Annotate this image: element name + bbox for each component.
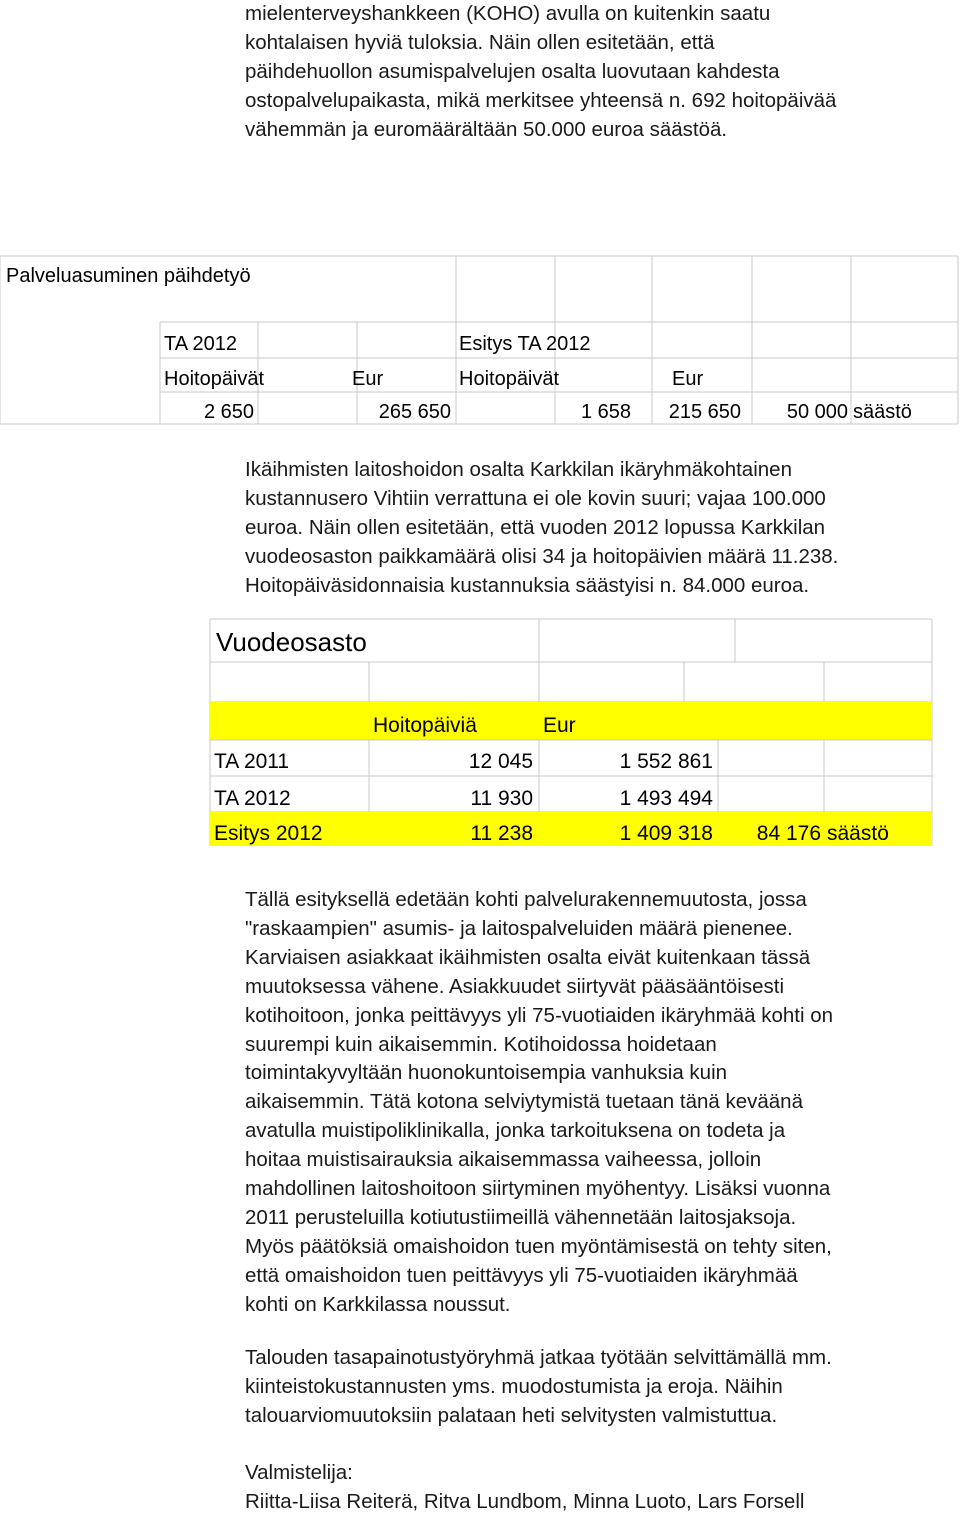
column-header: Hoitopäivät <box>164 368 265 390</box>
table-cell: 265 650 <box>378 401 451 423</box>
table-title: Palveluasuminen päihdetyö <box>6 265 251 287</box>
table-cell: 84 176 <box>756 822 821 845</box>
table-title: Vuodeosasto <box>216 627 367 657</box>
column-group-header: TA 2012 <box>164 333 238 355</box>
table-cell: 11 238 <box>470 822 533 845</box>
text-line: kustannusero Vihtiin verrattuna ei ole kovin suuri; vajaa 100.000 <box>245 486 826 510</box>
text-line: toimintakyvyltään huonokuntoisempia vanhuksia kuin <box>245 1061 728 1085</box>
table-cell: 215 650 <box>668 401 741 423</box>
text-line: ostopalvelupaikasta, mikä merkitsee yhteensä n. 692 hoitopäivää <box>245 88 837 112</box>
column-header: Eur <box>672 368 704 390</box>
table-cell: 11 930 <box>470 787 533 810</box>
preparer-block <box>245 1459 804 1517</box>
column-header: Hoitopäiviä <box>373 714 477 737</box>
row-label: TA 2012 <box>214 787 291 810</box>
text-line: aikaisemmin. Tätä kotona selviytymistä tuetaan tänä keväänä <box>245 1090 803 1114</box>
text-line: "raskaampien" asumis- ja laitospalveluiden määrä pienenee. <box>245 916 793 940</box>
preparer-label: Valmistelija: <box>245 1461 353 1484</box>
text-line: Hoitopäiväsidonnaisia kustannuksia säästyisi n. 84.000 euroa. <box>245 573 810 597</box>
text-line: euroa. Näin ollen esitetään, että vuoden 2012 lopussa Karkkilan <box>245 515 826 539</box>
text-line: Karviaisen asiakkaat ikäihmisten osalta eivät kuitenkaan tässä <box>245 945 811 969</box>
table-cell: 1 493 494 <box>619 787 713 810</box>
text-line: avatulla muistipoliklinikalla, jonka tarkoituksena on todeta ja <box>245 1119 786 1143</box>
text-line: Myös päätöksiä omaishoidon tuen myöntämisestä on tehty siten, <box>245 1234 832 1258</box>
row-label: Esitys 2012 <box>214 822 323 845</box>
text-line: päihdehuollon asumispalvelujen osalta luovutaan kahdesta <box>245 59 780 83</box>
text-line: hoitaa muistisairauksia aikaisemmassa vaiheessa, jolloin <box>245 1148 762 1172</box>
table-cell: 1 658 <box>580 401 631 423</box>
table-cell-note: säästö <box>853 401 912 423</box>
paragraph-rakennemuutos <box>245 886 833 1320</box>
table-cell: 2 650 <box>203 401 254 423</box>
text-line: talouarviomuutoksiin palataan heti selvitysten valmistuttua. <box>245 1403 778 1427</box>
table-palveluasuminen <box>0 0 960 430</box>
paragraph-laitoshoito <box>245 456 838 601</box>
text-line: mielenterveyshankkeen (KOHO) avulla on kuitenkin saatu <box>245 2 771 25</box>
text-line: että omaishoidon tuen peittävyys yli 75-vuotiaiden ikäryhmää <box>245 1263 798 1287</box>
text-line: vuodeosaston paikkamäärä olisi 34 ja hoitopäivien määrä 11.238. <box>245 544 839 568</box>
text-line: kotihoitoon, jonka peittävyys yli 75-vuotiaiden ikäryhmää kohti on <box>245 1003 833 1027</box>
table-cell: 1 409 318 <box>619 822 713 845</box>
text-line: kohtalaisen hyviä tuloksia. Näin ollen esitetään, että <box>245 30 715 54</box>
table-vuodeosasto <box>0 612 960 852</box>
text-line: muutoksessa vähene. Asiakkuudet siirtyvät pääsääntöisesti <box>245 974 784 998</box>
table-body-grid <box>210 740 932 812</box>
row-label: TA 2011 <box>214 750 290 773</box>
text-line: suurempi kuin aikaisemmin. Kotihoidossa hoidetaan <box>245 1032 717 1056</box>
text-line: Tällä esityksellä edetään kohti palvelurakennemuutosta, jossa <box>245 888 807 911</box>
text-line: Ikäihmisten laitoshoidon osalta Karkkilan ikäryhmäkohtainen <box>245 458 792 481</box>
table-cell: 12 045 <box>468 750 533 773</box>
text-line: 2011 perusteluilla kotiutustiimeillä vähennetään laitosjaksoja. <box>245 1205 797 1229</box>
text-line: kohti on Karkkilassa noussut. <box>245 1292 511 1316</box>
text-line: kiinteistokustannusten yms. muodostumista ja eroja. Näihin <box>245 1374 783 1398</box>
column-header: Eur <box>543 714 576 737</box>
table-cell: 50 000 <box>786 401 848 423</box>
paragraph-tasapainotus <box>245 1344 832 1431</box>
column-group-header: Esitys TA 2012 <box>459 333 591 355</box>
text-line: Talouden tasapainotustyöryhmä jatkaa työtään selvittämällä mm. <box>245 1346 832 1369</box>
table-cell: 1 552 861 <box>619 750 713 773</box>
column-header: Eur <box>352 368 384 390</box>
preparer-names: Riitta-Liisa Reiterä, Ritva Lundbom, Minna Luoto, Lars Forsell <box>245 1489 805 1513</box>
column-header: Hoitopäivät <box>459 368 560 390</box>
table-cell-note: säästö <box>827 822 889 845</box>
text-line: mahdollinen laitoshoitoon siirtyminen myöhentyy. Lisäksi vuonna <box>245 1177 831 1201</box>
text-line: vähemmän ja euromäärältään 50.000 euroa säästöä. <box>245 117 728 141</box>
